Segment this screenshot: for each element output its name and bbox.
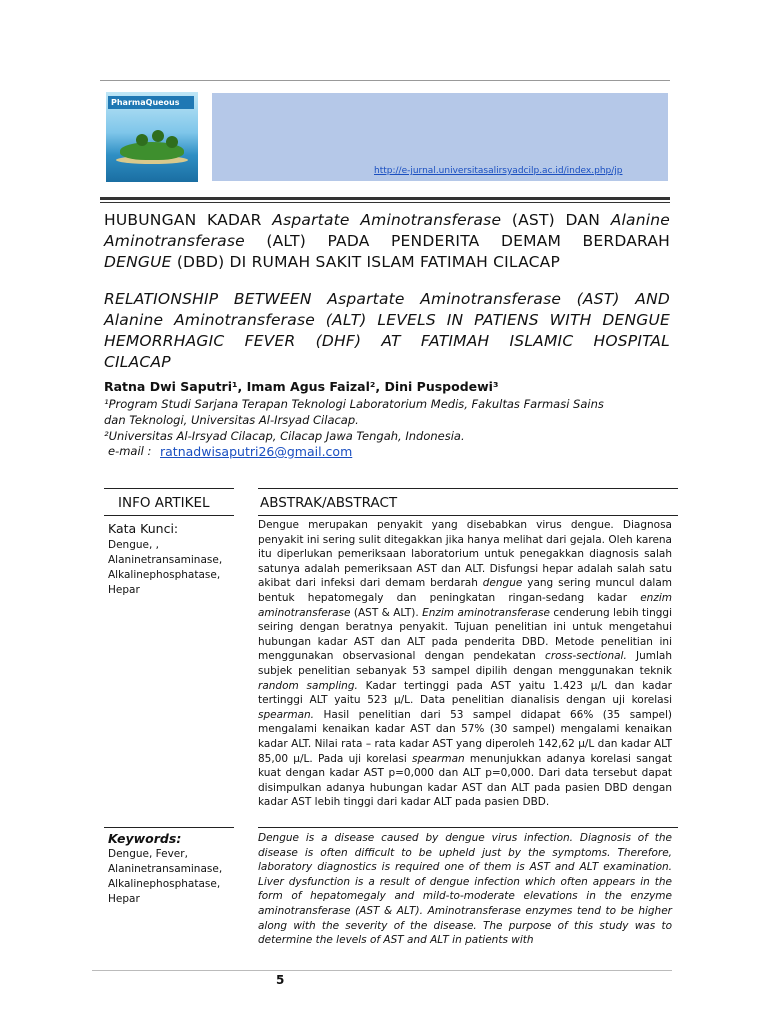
abstract-indonesian: Dengue merupakan penyakit yang disebabkan virus dengue. Diagnosa penyakit ini sering sulit ditegakkan jika hanya melihat dari gejala. Oleh karena itu diperlukan pemeriksaan laboratorium untuk penegakkan diagnosis salah satunya adalah pemeriksaan AST dan ALT. Disfungsi hepar adalah salah satu akibat dari infeksi dari demam berdarah dengue yang sering muncul dalam bentuk hepatomegaly dan peningkatan ringan-sedang kadar enzim aminotransferase (AST & ALT). Enzim aminotransferase cenderung lebih tinggi seiring dengan beratnya penyakit. Tujuan penelitian ini untuk mengetahui hubungan kadar AST dan ALT pada penderita DBD. Metode penelitian ini menggunakan observasional dengan pendekatan cross-sectional. Jumlah subjek penelitian sebanyak 53 sampel dipilih dengan menggunakan teknik random sampling. Kadar tertinggi pada AST yaitu 1.423 μ/L dan kadar tertinggi ALT yaitu 523 μ/L. Data penelitian dianalisis dengan uji korelasi spearman. Hasil penelitian dari 53 sampel didapat 66% (35 sampel) mengalami kenaikan kadar AST dan 57% (30 sampel) mengalami kenaikan kadar ALT. Nilai rata – rata kadar AST yang diperoleh 142,62 μ/L dan kadar ALT 85,00 μ/L. Pada uji korelasi spearman menunjukkan adanya korelasi sangat kuat dengan kadar AST p=0,000 dan ALT p=0,000. Dari data tersebut dapat disimpulkan adanya hubungan kadar AST dan ALT pada pasien DBD dengan kadar AST lebih tinggi dari kadar ALT pada pasien DBD. (258, 519, 673, 809)
title-en-line: RELATIONSHIP BETWEEN Aspartate Aminotransferase (AST) AND (104, 290, 670, 308)
affiliation-line: ²Universitas Al-Irsyad Cilacap, Cilacap Jawa Tengah, Indonesia. (104, 429, 465, 443)
title-en-line: Alanine Aminotransferase (ALT) LEVELS IN PATIENS WITH DENGUE (104, 311, 670, 329)
kata-kunci-label: Kata Kunci: (108, 521, 179, 536)
affiliation-line: dan Teknologi, Universitas Al-Irsyad Cilacap. (104, 413, 359, 427)
journal-cover-image (106, 92, 198, 182)
info-top-rule (104, 488, 234, 489)
keyword-item: Hepar (108, 893, 140, 905)
info-divider-rule (104, 827, 234, 828)
title-id-line: HUBUNGAN KADAR Aspartate Aminotransferase (AST) DAN Alanine (104, 211, 671, 229)
info-heading: INFO ARTIKEL (118, 495, 210, 511)
info-heading-rule (104, 515, 234, 516)
journal-logo: PharmaQueous (108, 96, 194, 109)
header-rule-thick (100, 197, 670, 200)
keyword-item: Alkalinephosphatase, (108, 878, 221, 890)
abstract-heading-rule (258, 515, 678, 516)
abstract-top-rule (258, 488, 678, 489)
title-en-line: HEMORRHAGIC FEVER (DHF) AT FATIMAH ISLAMIC HOSPITAL (104, 332, 670, 350)
email-label: e-mail : (108, 444, 152, 458)
cover-tree (136, 134, 148, 146)
kata-kunci-item: Hepar (108, 584, 140, 596)
title-en-line: CILACAP (104, 353, 171, 371)
journal-url-link[interactable]: http://e-jurnal.universitasalirsyadcilp.ac.id/index.php/jp (374, 166, 623, 176)
kata-kunci-item: Alaninetransaminase, (108, 554, 223, 566)
kata-kunci-item: Alkalinephosphatase, (108, 569, 221, 581)
keyword-item: Alaninetransaminase, (108, 863, 223, 875)
cover-tree (166, 136, 178, 148)
header-rule-thin (100, 202, 670, 203)
author-list: Ratna Dwi Saputri¹, Imam Agus Faizal², Dini Puspodewi³ (104, 379, 499, 394)
cover-tree (152, 130, 164, 142)
keyword-item: Dengue, Fever, (108, 848, 188, 860)
affiliation-line: ¹Program Studi Sarjana Terapan Teknologi Laboratorium Medis, Fakultas Farmasi Sains (104, 397, 604, 411)
abstract-divider-rule (258, 827, 678, 828)
kata-kunci-item: Dengue, , (108, 539, 159, 551)
page-number: 5 (276, 973, 285, 987)
footer-rule (92, 970, 672, 971)
abstract-english: Dengue is a disease caused by dengue virus infection. Diagnosis of the disease is often difficult to be upheld just by the symptoms. Therefore, laboratory diagnostics is required one of them is AST and ALT examination. Liver dysfunction is a result of dengue infection which often appears in the form of hepatomegaly and mild-to-moderate elevations in the enzyme aminotransferase (AST & ALT). Aminotransferase enzymes tend to be higher along with the severity of the disease. The purpose of this study was to determine the levels of AST and ALT in patients with (258, 832, 672, 947)
title-id-line: DENGUE (DBD) DI RUMAH SAKIT ISLAM FATIMAH CILACAP (104, 253, 560, 271)
title-id-line: Aminotransferase (ALT) PADA PENDERITA DEMAM BERDARAH (104, 232, 670, 250)
email-link[interactable]: ratnadwisaputri26@gmail.com (160, 444, 353, 459)
abstract-heading: ABSTRAK/ABSTRACT (260, 495, 398, 511)
keywords-label: Keywords: (108, 831, 182, 846)
top-rule (100, 80, 670, 81)
